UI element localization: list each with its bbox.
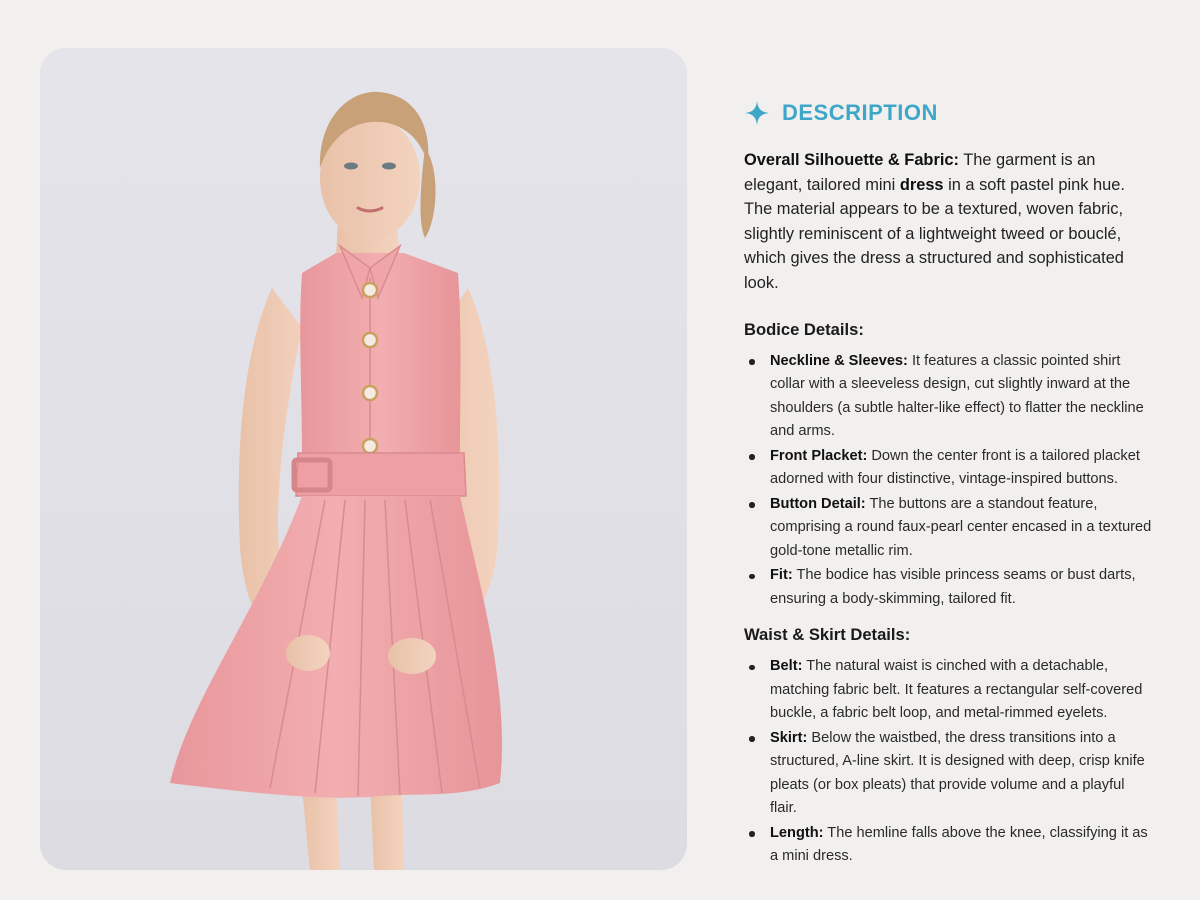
product-photo xyxy=(40,48,687,870)
list-item xyxy=(744,564,1154,611)
bodice-list xyxy=(744,350,1154,612)
item-label: Neckline & Sleeves: xyxy=(770,352,908,369)
item-label: Belt: xyxy=(770,658,803,675)
intro-text-1: The garment is an elegant, tailored mini xyxy=(744,151,1096,194)
list-item xyxy=(744,727,1154,821)
item-text: The hemline falls above the knee, classifying it as a mini dress. xyxy=(770,824,1148,865)
list-item xyxy=(744,350,1154,444)
bodice-section-title: Bodice Details: xyxy=(744,319,864,339)
list-item xyxy=(744,493,1154,564)
model-in-pink-dress-illustration xyxy=(40,48,687,870)
waist-list xyxy=(744,655,1154,869)
item-label: Skirt: xyxy=(770,729,808,746)
waist-section-title: Waist & Skirt Details: xyxy=(744,625,911,645)
intro-text-2: in a soft pastel pink hue. The material appears to be a textured, woven fabric, slightly reminiscent of a lightweight tweed or bouclé, which gives the dress a structured and sophisticated look. xyxy=(744,175,1125,292)
item-text: It features a classic pointed shirt collar with a sleeveless design, cut slightly inward at the shoulders (a subtle halter-like effect) to flatter the neckline and arms. xyxy=(770,352,1144,440)
intro-bold-word: dress xyxy=(899,175,944,194)
item-label: Button Detail: xyxy=(770,495,866,512)
description-panel xyxy=(744,100,1154,883)
intro-paragraph xyxy=(744,148,1154,296)
item-label: Front Placket: xyxy=(770,447,868,464)
item-label: Fit: xyxy=(770,567,793,584)
item-text: Below the waistbed, the dress transitions into a structured, A-line skirt. It is designed with deep, crisp knife pleats (or box pleats) that provide volume and a playful flair. xyxy=(770,729,1145,817)
item-text: The bodice has visible princess seams or bust darts, ensuring a body-skimming, tailored fit. xyxy=(770,567,1136,607)
intro-label: Overall Silhouette & Fabric: xyxy=(744,151,959,169)
item-text: The natural waist is cinched with a detachable, matching fabric belt. It features a rectangular self-covered buckle, a fabric belt loop, and metal-rimmed eyelets. xyxy=(770,658,1143,722)
description-title: DESCRIPTION xyxy=(782,100,938,125)
item-label: Length: xyxy=(770,824,824,841)
list-item xyxy=(744,655,1154,726)
list-item xyxy=(744,445,1154,492)
item-text: The buttons are a standout feature, comprising a round faux-pearl center encased in a textured gold-tone metallic rim. xyxy=(770,495,1152,559)
item-text: Down the center front is a tailored placket adorned with four distinctive, vintage-inspired buttons. xyxy=(770,447,1140,488)
description-heading xyxy=(744,100,1154,126)
list-item xyxy=(744,822,1154,869)
sparkle-icon xyxy=(744,100,770,126)
